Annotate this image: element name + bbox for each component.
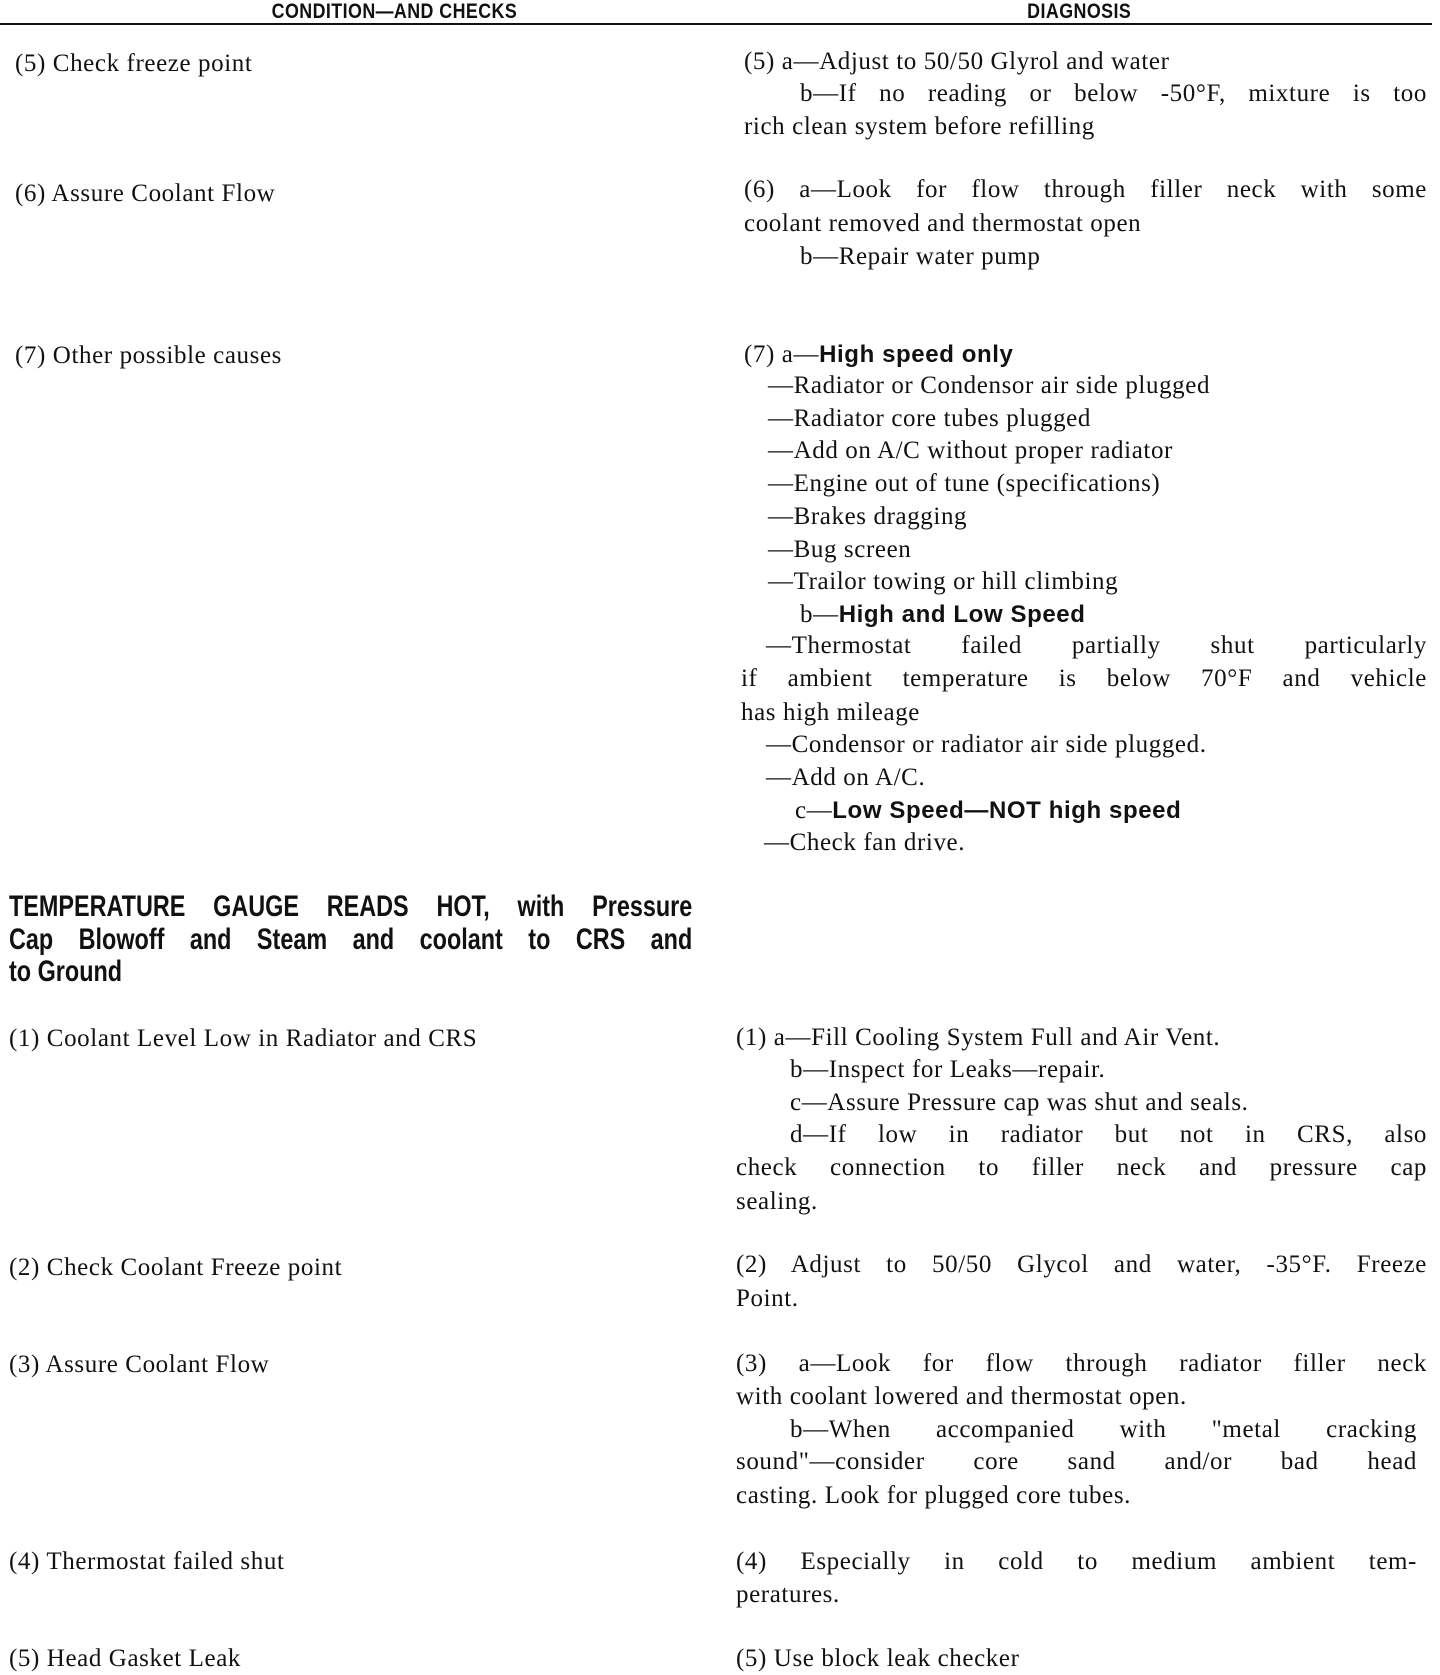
section-heading: TEMPERATURE GAUGE READS HOT, with Pressure <box>9 890 693 923</box>
diagnosis-7a-title: High speed only <box>819 341 1014 368</box>
diagnosis-1d-cont: sealing. <box>736 1188 818 1215</box>
diagnosis-3b: b—When accompanied with "metal cracking <box>790 1416 1417 1443</box>
diagnosis-1b: b—Inspect for Leaks—repair. <box>790 1056 1106 1083</box>
diagnosis-3a: (3) a—Look for flow through radiator filler neck <box>736 1350 1427 1377</box>
diagnosis-7c-item: —Check fan drive. <box>764 829 966 856</box>
diagnosis-7c <box>795 795 1181 827</box>
diagnosis-2: (2) Adjust to 50/50 Glycol and water, -35°F. Freeze <box>736 1251 1427 1278</box>
diagnosis-5a: (5) a—Adjust to 50/50 Glyrol and water <box>744 48 1170 75</box>
diagnosis-6b: b—Repair water pump <box>800 243 1041 270</box>
diagnosis-6a: (6) a—Look for flow through filler neck with some <box>744 176 1427 203</box>
diagnosis-7b-prefix: b— <box>800 601 839 628</box>
diagnosis-7a-item: —Trailor towing or hill climbing <box>768 568 1119 595</box>
condition-1: (1) Coolant Level Low in Radiator and CRS <box>9 1025 478 1052</box>
diagnosis-3b-cont: sound"—consider core sand and/or bad head <box>736 1448 1417 1475</box>
diagnosis-1c: c—Assure Pressure cap was shut and seals. <box>790 1089 1249 1116</box>
condition-6: (6) Assure Coolant Flow <box>15 180 276 207</box>
diagnosis-7b-title: High and Low Speed <box>838 601 1086 628</box>
diagnosis-7b-item: —Add on A/C. <box>766 764 926 791</box>
diagnosis-7b-item: —Thermostat failed partially shut particularly <box>766 632 1427 659</box>
diagnosis-7a-prefix: (7) a— <box>744 341 820 368</box>
condition-3: (3) Assure Coolant Flow <box>9 1351 270 1378</box>
condition-4: (4) Thermostat failed shut <box>9 1548 285 1575</box>
diagnosis-7c-title: Low Speed—NOT high speed <box>832 797 1182 824</box>
diagnosis-7a-item: —Bug screen <box>768 536 912 563</box>
diagnosis-7a <box>744 339 1013 371</box>
diagnosis-1a: (1) a—Fill Cooling System Full and Air Vent. <box>736 1024 1221 1051</box>
diagnosis-6a-cont: coolant removed and thermostat open <box>744 210 1142 237</box>
condition-2: (2) Check Coolant Freeze point <box>9 1254 343 1281</box>
diagnosis-3b-cont: casting. Look for plugged core tubes. <box>736 1482 1132 1509</box>
column-header-diagnosis: DIAGNOSIS <box>1027 0 1132 23</box>
diagnosis-7a-item: —Radiator or Condensor air side plugged <box>768 372 1211 399</box>
diagnosis-3a-cont: with coolant lowered and thermostat open. <box>736 1383 1187 1410</box>
diagnosis-7a-item: —Brakes dragging <box>768 503 968 530</box>
diagnosis-7b <box>800 599 1086 631</box>
diagnosis-7b-item-cont: has high mileage <box>741 699 920 726</box>
diagnosis-1d: d—If low in radiator but not in CRS, also <box>790 1121 1427 1148</box>
condition-7: (7) Other possible causes <box>15 342 283 369</box>
diagnosis-7b-item-cont: if ambient temperature is below 70°F and vehicle <box>741 665 1427 692</box>
diagnosis-7a-item: —Add on A/C without proper radiator <box>768 437 1173 464</box>
diagnosis-5b: b—If no reading or below -50°F, mixture is too <box>800 80 1427 107</box>
section-heading: Cap Blowoff and Steam and coolant to CRS and <box>9 923 693 956</box>
condition-5-head-gasket: (5) Head Gasket Leak <box>9 1645 242 1672</box>
diagnosis-5b-cont: rich clean system before refilling <box>744 113 1095 140</box>
diagnosis-5-block-leak: (5) Use block leak checker <box>736 1645 1020 1672</box>
condition-5: (5) Check freeze point <box>15 50 253 77</box>
diagnosis-2-cont: Point. <box>736 1285 799 1312</box>
section-heading: to Ground <box>9 955 123 988</box>
diagnosis-4: (4) Especially in cold to medium ambient tem- <box>736 1548 1417 1575</box>
diagnosis-7c-prefix: c— <box>795 797 833 824</box>
diagnosis-7b-item: —Condensor or radiator air side plugged. <box>766 731 1207 758</box>
diagnosis-7a-item: —Engine out of tune (specifications) <box>768 470 1161 497</box>
diagnosis-4-cont: peratures. <box>736 1581 840 1608</box>
diagnosis-1d-cont: check connection to filler neck and pressure cap <box>736 1154 1427 1181</box>
diagnosis-7a-item: —Radiator core tubes plugged <box>768 405 1091 432</box>
column-header-condition: CONDITION—AND CHECKS <box>271 0 518 23</box>
header-rule <box>0 23 1432 25</box>
